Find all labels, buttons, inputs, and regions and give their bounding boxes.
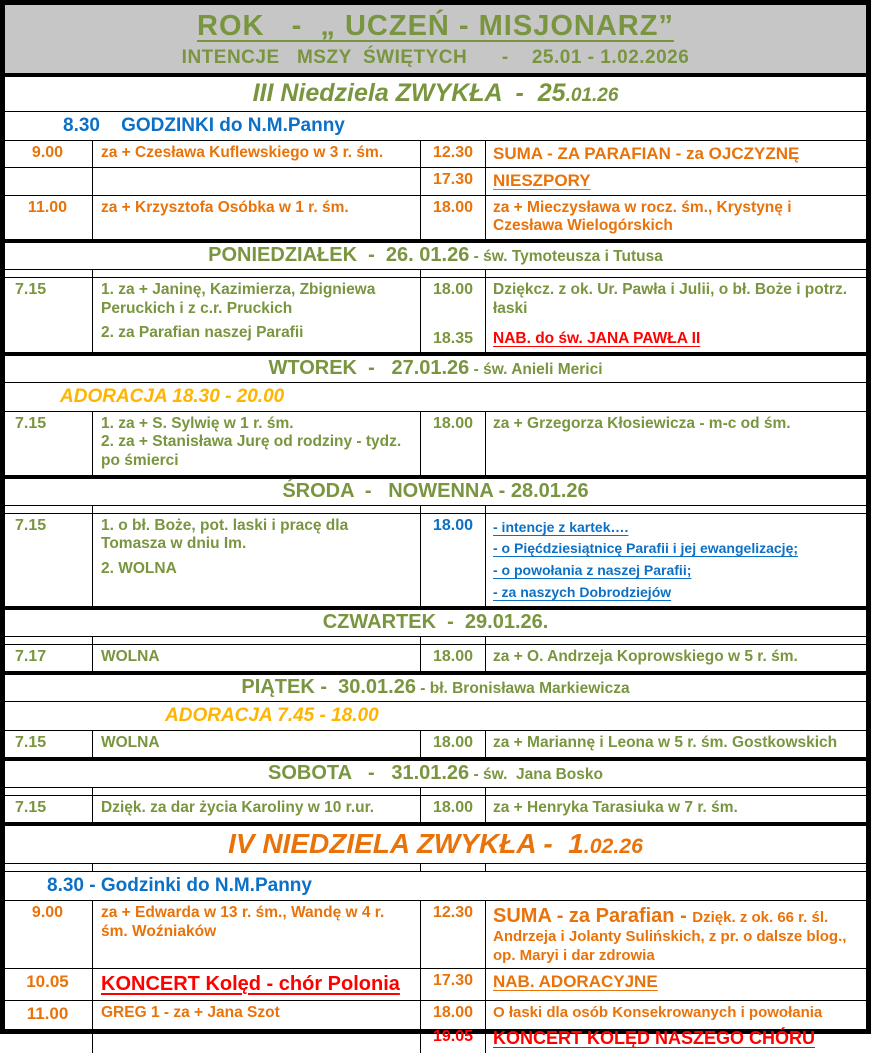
text: Dzięk. z ok. 66 r. śl. Andrzeja i Jolanty Sulińskich, z pr. o dalsze blog., op. Maryi i dar zdrowia — [493, 909, 851, 964]
text: za + O. Andrzeja Koprowskiego w 5 r. śm. — [493, 648, 798, 666]
time-value: 10.05 — [26, 972, 69, 992]
saturday-header — [5, 757, 866, 787]
sunday-date-big: 1 — [568, 828, 584, 860]
schedule-blocks — [5, 73, 866, 1053]
right-intentions — [420, 645, 866, 671]
masthead-title: ROK - „ UCZEŃ - MISJONARZ” — [197, 10, 674, 42]
mass-row-sun4-900 — [5, 900, 866, 968]
mass-row-thursday — [5, 644, 866, 671]
text: Dzięk. za dar życia Karoliny w 10 r.ur. — [101, 799, 375, 817]
time-cell — [421, 731, 485, 756]
intention-line — [101, 144, 414, 163]
right-entry — [421, 645, 866, 670]
day-title: PIĄTEK - 30.01.26 — [241, 676, 416, 699]
day-title: PONIEDZIAŁEK - 26. 01.26 — [208, 243, 470, 266]
godzinki-banner — [5, 871, 866, 900]
time-cell — [5, 514, 92, 607]
text: 2. za + Stanisława Jurę od rodziny - tydz. po śmierci — [101, 433, 406, 469]
banner-text: 8.30 GODZINKI do N.M.Panny — [63, 115, 345, 136]
time-cell — [5, 796, 92, 822]
time-cell — [421, 1001, 485, 1025]
time-value: 7.15 — [15, 734, 47, 752]
time-value: 19.05 — [432, 1028, 474, 1046]
text: 1. o bł. Boże, pot. laski i pracę dla Tomasza w dniu Im. — [101, 516, 353, 553]
right-entry — [421, 196, 866, 239]
intention-cell — [92, 1001, 420, 1053]
tuesday-header — [5, 352, 866, 382]
intention-line — [493, 972, 862, 992]
mass-row-monday — [5, 277, 866, 352]
day-feast: - św. Anieli Merici — [469, 360, 603, 378]
intention-cell — [92, 796, 420, 822]
time-cell — [5, 645, 92, 671]
text: za + Edwarda w 13 r. śm., Wandę w 4 r. śm. Woźniaków — [101, 904, 389, 940]
intention-line — [493, 171, 862, 191]
intention-cell — [485, 327, 866, 352]
right-intentions — [420, 278, 866, 352]
right-intentions — [420, 412, 866, 475]
time-value: 9.00 — [31, 144, 64, 161]
text: SUMA - za Parafian - — [493, 905, 693, 928]
time-cell — [421, 141, 485, 167]
time-value: 17.30 — [432, 171, 474, 189]
masthead — [5, 5, 866, 73]
sunday-date-small: .01.26 — [565, 85, 619, 106]
intention-line — [101, 433, 414, 470]
text: O łaski dla osób Konsekrowanych i powołania — [493, 1004, 823, 1022]
friday-header — [5, 671, 866, 701]
monday-header — [5, 239, 866, 269]
text: 2. za Parafian naszej Parafii — [101, 324, 304, 342]
spacer-strip — [5, 636, 866, 644]
text: za + Henryka Tarasiuka w 7 r. śm. — [493, 799, 738, 817]
text: - o Pięćdziesiątnicę Parafii i jej ewangelizację; — [493, 540, 799, 557]
right-entry — [421, 1025, 866, 1053]
godzinki-banner — [5, 111, 866, 140]
time-cell — [5, 196, 92, 239]
text: - za naszych Dobrodziejów — [493, 583, 672, 600]
time-value: 7.15 — [15, 414, 47, 432]
intention-cell — [485, 969, 866, 995]
intention-cell — [485, 1001, 866, 1025]
time-cell — [421, 796, 485, 821]
intention-cell — [92, 514, 420, 607]
intention-line — [101, 281, 414, 318]
intention-cell — [485, 901, 866, 968]
mass-row-sun3-1100 — [5, 195, 866, 239]
spacer-strip — [5, 863, 866, 871]
time-cell — [421, 1025, 485, 1053]
intention-line — [493, 415, 862, 434]
text: 1. za + Janinę, Kazimierza, Zbigniewa Peruckich i z c.r. Pruckich — [101, 280, 380, 317]
intention-cell — [485, 731, 866, 756]
intention-line — [493, 538, 862, 560]
intention-cell — [485, 514, 866, 607]
intention-line — [101, 734, 414, 753]
time-value: 12.30 — [432, 144, 474, 161]
time-value: 7.15 — [15, 280, 47, 298]
time-cell — [421, 327, 485, 352]
time-cell — [5, 901, 92, 968]
intention-cell — [485, 196, 866, 239]
time-value: 11.00 — [26, 1004, 69, 1024]
intention-cell — [485, 278, 866, 321]
time-value: 7.17 — [15, 648, 47, 666]
time-value: 9.00 — [31, 904, 64, 922]
intention-line — [493, 904, 862, 965]
intention-line — [101, 324, 414, 343]
thursday-header — [5, 606, 866, 636]
intention-line — [101, 648, 414, 667]
time-cell — [5, 278, 92, 352]
day-feast: - św. Tymoteusza i Tutusa — [469, 247, 663, 265]
intention-line — [493, 1004, 862, 1022]
text: WOLNA — [101, 648, 160, 666]
intention-line — [101, 799, 414, 818]
time-value: 18.00 — [432, 734, 474, 752]
intention-line — [101, 199, 414, 218]
text: - intencje z kartek…. — [493, 518, 629, 535]
intention-cell — [485, 168, 866, 194]
intention-line — [101, 560, 414, 579]
text: SUMA - ZA PARAFIAN - za OJCZYZNĘ — [493, 144, 800, 163]
time-cell — [421, 969, 485, 995]
right-entry — [421, 731, 866, 756]
mass-row-sun4-1005 — [5, 968, 866, 1000]
time-cell — [421, 412, 485, 437]
text: NAB. do św. JANA PAWŁA II — [493, 330, 701, 348]
right-entry — [421, 1001, 866, 1025]
text: 2. WOLNA — [101, 559, 177, 577]
wednesday-header — [5, 475, 866, 505]
time-cell — [421, 196, 485, 239]
day-feast: - bł. Bronisława Markiewicza — [415, 680, 630, 698]
intention-cell — [485, 141, 866, 167]
mass-row-sun4-1100 — [5, 1000, 866, 1053]
day-title: SOBOTA - 31.01.26 — [268, 762, 470, 785]
time-cell — [421, 514, 485, 607]
intention-line — [493, 199, 862, 236]
mass-row-sun3-900 — [5, 140, 866, 167]
sunday-title: III Niedziela ZWYKŁA - — [252, 79, 538, 107]
intention-line — [493, 330, 862, 349]
time-value: 18.00 — [432, 516, 474, 534]
intention-cell — [485, 412, 866, 437]
right-intentions — [420, 969, 866, 1000]
day-feast: - św. Jana Bosko — [469, 766, 603, 784]
time-value: 18.00 — [432, 1004, 474, 1022]
right-intentions — [420, 901, 866, 968]
time-value: 11.00 — [27, 198, 68, 216]
intention-line — [101, 972, 414, 996]
intention-line — [493, 582, 862, 604]
day-title: CZWARTEK - 29.01.26. — [322, 611, 549, 634]
sunday-3-header — [5, 73, 866, 111]
text: NIESZPORY — [493, 171, 591, 191]
sunday-date-small: .02.26 — [583, 834, 643, 859]
intention-line — [493, 560, 862, 582]
intention-cell — [92, 168, 420, 194]
time-cell — [421, 168, 485, 194]
spacer-strip — [5, 505, 866, 513]
intention-cell — [92, 731, 420, 757]
text: za + Grzegorza Kłosiewicza - m-c od śm. — [493, 414, 791, 432]
intention-line — [101, 904, 414, 941]
intention-cell — [92, 196, 420, 239]
right-entry — [421, 412, 866, 437]
sunday-title: IV NIEDZIELA ZWYKŁA - — [228, 828, 569, 860]
intention-cell — [92, 969, 420, 1000]
banner-text: 8.30 - Godzinki do N.M.Panny — [47, 875, 312, 897]
mass-row-saturday — [5, 795, 866, 822]
mass-row-wednesday — [5, 513, 866, 607]
text: NAB. ADORACYJNE — [493, 972, 658, 992]
day-title: WTOREK - 27.01.26 — [268, 356, 470, 379]
right-entry — [421, 796, 866, 821]
time-cell — [5, 731, 92, 757]
intention-cell — [485, 645, 866, 670]
adoracja-banner — [5, 382, 866, 411]
mass-row-sun3-1730 — [5, 167, 866, 194]
time-value: 12.30 — [432, 904, 474, 922]
intention-line — [101, 415, 414, 434]
right-entry — [421, 901, 866, 968]
right-intentions — [420, 731, 866, 757]
time-cell — [5, 1001, 92, 1053]
right-entry — [421, 168, 866, 194]
intention-line — [493, 799, 862, 818]
right-intentions — [420, 196, 866, 239]
intention-line — [493, 517, 862, 539]
spacer-strip — [5, 787, 866, 795]
right-intentions — [420, 1001, 866, 1053]
time-cell — [421, 278, 485, 321]
day-title: ŚRODA - NOWENNA - 28.01.26 — [282, 479, 589, 502]
intention-cell — [92, 141, 420, 167]
time-cell — [421, 901, 485, 968]
intention-cell — [92, 412, 420, 475]
time-cell — [5, 412, 92, 475]
banner-text: ADORACJA 18.30 - 20.00 — [60, 385, 285, 407]
time-cell — [5, 969, 92, 1000]
time-cell — [421, 645, 485, 670]
intention-line — [101, 1004, 414, 1023]
text: za + Krzysztofa Osóbka w 1 r. śm. — [101, 198, 349, 216]
intention-cell — [485, 796, 866, 821]
right-intentions — [420, 796, 866, 822]
right-entry — [421, 327, 866, 352]
intention-line — [493, 281, 862, 318]
text: 1. za + S. Sylwię w 1 r. śm. — [101, 414, 294, 432]
text: - o powołania z naszej Parafii; — [493, 561, 692, 578]
intention-cell — [92, 278, 420, 352]
intention-line — [101, 517, 414, 554]
right-entry — [421, 514, 866, 607]
sunday-4-header — [5, 822, 866, 863]
text: za + Mariannę i Leona w 5 r. śm. Gostkowskich — [493, 734, 838, 752]
intention-cell — [92, 901, 420, 968]
time-value: 18.00 — [432, 280, 474, 298]
text: za + Czesława Kuflewskiego w 3 r. śm. — [101, 144, 384, 161]
text: za + Mieczysława w rocz. śm., Krystynę i Czesława Wielogórskich — [493, 198, 796, 235]
mass-row-friday — [5, 730, 866, 757]
time-value: 18.00 — [432, 648, 474, 666]
sunday-date-big: 25 — [537, 79, 566, 107]
right-entry — [421, 969, 866, 995]
intention-line — [493, 734, 862, 753]
time-cell — [5, 141, 92, 167]
right-intentions — [420, 141, 866, 167]
intention-line — [493, 1028, 862, 1050]
right-intentions — [420, 168, 866, 194]
spacer-strip — [5, 269, 866, 277]
time-value: 18.00 — [432, 799, 474, 817]
text: KONCERT Kolęd - chór Polonia — [101, 973, 400, 996]
right-entry — [421, 278, 866, 321]
time-value: 18.35 — [432, 330, 474, 348]
time-cell — [5, 168, 92, 194]
time-value: 7.15 — [15, 516, 47, 534]
time-value: 18.00 — [432, 198, 474, 216]
intention-line — [493, 648, 862, 667]
right-intentions — [420, 514, 866, 607]
right-entry — [421, 141, 866, 167]
mass-row-tuesday — [5, 411, 866, 475]
adoracja-banner — [5, 701, 866, 730]
text: WOLNA — [101, 734, 160, 752]
time-value: 17.30 — [432, 972, 474, 990]
text: KONCERT KOLĘD NASZEGO CHÓRU — [493, 1028, 816, 1049]
intention-cell — [485, 1025, 866, 1053]
time-value: 7.15 — [15, 799, 47, 817]
banner-text: ADORACJA 7.45 - 18.00 — [165, 705, 379, 727]
intention-line — [493, 144, 862, 164]
time-value: 18.00 — [432, 414, 474, 432]
text: Dziękcz. z ok. Ur. Pawła i Julii, o bł. Boże i potrz. łaski — [493, 280, 852, 317]
masthead-subtitle: INTENCJE MSZY ŚWIĘTYCH - 25.01 - 1.02.2026 — [181, 47, 690, 68]
intention-cell — [92, 645, 420, 671]
text: GREG 1 - za + Jana Szot — [101, 1004, 280, 1022]
